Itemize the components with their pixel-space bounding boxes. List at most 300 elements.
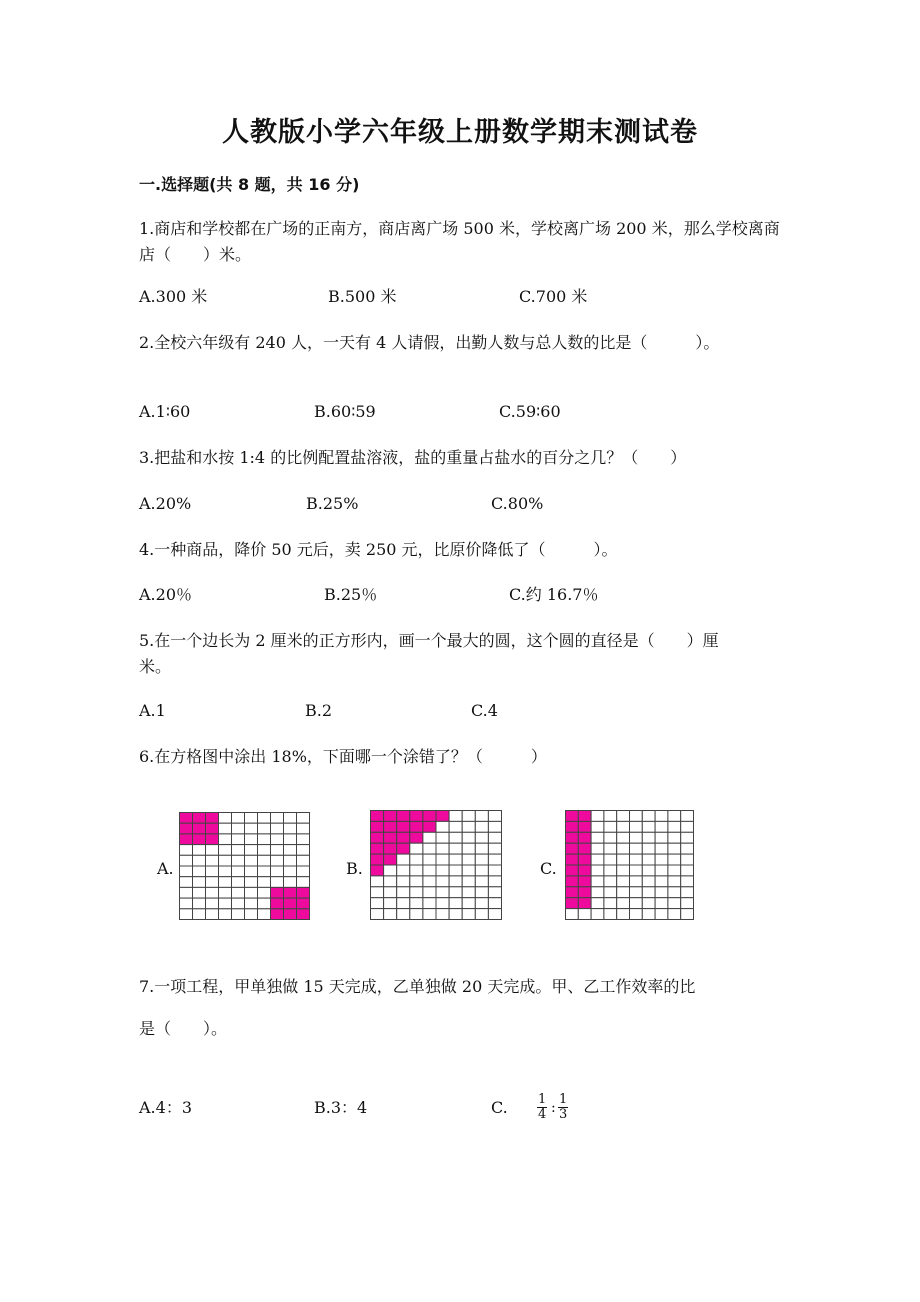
shaded-cell	[206, 834, 219, 845]
grid-cell	[423, 887, 436, 898]
q7-option-a: A.4：3	[139, 1098, 193, 1117]
grid-cell	[258, 855, 271, 866]
shaded-cell	[180, 823, 193, 834]
grid-cell	[617, 843, 630, 854]
grid-cell	[449, 865, 462, 876]
grid-cell	[423, 876, 436, 887]
grid-cell	[232, 813, 245, 824]
grid-cell	[258, 887, 271, 898]
grid-cell	[449, 811, 462, 822]
grid-cell	[604, 887, 617, 898]
grid-cell	[604, 876, 617, 887]
q4-option-c: C.约 16.7％	[509, 585, 599, 604]
shaded-cell	[371, 821, 384, 832]
grid-cell	[604, 832, 617, 843]
grid-cell	[668, 876, 681, 887]
grid-cell	[655, 854, 668, 865]
grid-cell	[436, 876, 449, 887]
shaded-cell	[180, 834, 193, 845]
grid-cell	[655, 898, 668, 909]
question-2: 2.全校六年级有 240 人，一天有 4 人请假，出勤人数与总人数的比是（ ）。	[139, 333, 720, 352]
question-7-line-2: 是（ ）。	[139, 1019, 228, 1038]
grid-cell	[232, 887, 245, 898]
shaded-cell	[384, 811, 397, 822]
grid-cell	[397, 898, 410, 909]
grid-cell	[642, 876, 655, 887]
grid-cell	[423, 909, 436, 920]
grid-cell	[462, 876, 475, 887]
grid-cell	[436, 854, 449, 865]
q7-option-c: C.	[491, 1098, 508, 1117]
grid-cell	[462, 843, 475, 854]
grid-cell	[591, 821, 604, 832]
grid-cell	[449, 876, 462, 887]
grid-cell	[245, 845, 258, 856]
grid-cell	[436, 898, 449, 909]
shaded-cell	[397, 811, 410, 822]
grid-cell	[371, 898, 384, 909]
grid-cell	[245, 877, 258, 888]
grid-cell	[410, 898, 423, 909]
q2-option-a: A.1∶60	[139, 402, 191, 421]
grid-cell	[206, 898, 219, 909]
grid-cell	[397, 876, 410, 887]
grid-cell	[245, 866, 258, 877]
grid-cell	[219, 813, 232, 824]
grid-cell	[642, 909, 655, 920]
grid-cell	[668, 821, 681, 832]
grid-cell	[475, 821, 488, 832]
grid-cell	[604, 843, 617, 854]
grid-cell	[591, 909, 604, 920]
grid-cell	[384, 887, 397, 898]
grid-cell	[449, 854, 462, 865]
grid-cell	[449, 821, 462, 832]
shaded-cell	[297, 887, 310, 898]
grid-cell	[655, 876, 668, 887]
shaded-cell	[371, 811, 384, 822]
grid-cell	[245, 898, 258, 909]
grid-cell	[462, 854, 475, 865]
grid-cell	[462, 865, 475, 876]
grid-cell	[604, 909, 617, 920]
grid-cell	[488, 909, 501, 920]
q1-option-b: B.500 米	[328, 287, 397, 306]
grid-cell	[423, 854, 436, 865]
exam-title: 人教版小学六年级上册数学期末测试卷	[222, 117, 698, 148]
shaded-cell	[410, 832, 423, 843]
q7-fraction-1-denominator: 4	[538, 1107, 547, 1122]
shaded-cell	[578, 811, 591, 822]
grid-cell	[384, 865, 397, 876]
grid-cell	[668, 854, 681, 865]
grid-cell	[397, 887, 410, 898]
grid-cell	[206, 877, 219, 888]
grid-cell	[475, 865, 488, 876]
grid-label-b: B.	[346, 859, 363, 878]
grid-cell	[258, 845, 271, 856]
grid-cell	[668, 865, 681, 876]
grid-cell	[617, 854, 630, 865]
grid-cell	[397, 854, 410, 865]
grid-cell	[423, 898, 436, 909]
grid-cell	[449, 909, 462, 920]
grid-cell	[271, 845, 284, 856]
grid-cell	[488, 876, 501, 887]
grid-cell	[206, 909, 219, 920]
grid-cell	[591, 854, 604, 865]
grid-cell	[462, 811, 475, 822]
shaded-cell	[410, 811, 423, 822]
shaded-cell	[566, 887, 579, 898]
grid-cell	[488, 865, 501, 876]
grid-cell	[284, 866, 297, 877]
grid-cell	[410, 909, 423, 920]
grid-cell	[681, 898, 694, 909]
grid-cell	[384, 909, 397, 920]
grid-cell	[591, 843, 604, 854]
shaded-cell	[578, 865, 591, 876]
grid-cell	[462, 898, 475, 909]
shaded-cell	[566, 898, 579, 909]
grid-cell	[488, 843, 501, 854]
grid-cell	[681, 843, 694, 854]
grid-cell	[397, 909, 410, 920]
shaded-cell	[193, 813, 206, 824]
grid-cell	[258, 909, 271, 920]
grid-cell	[566, 909, 579, 920]
grid-cell	[475, 909, 488, 920]
shaded-cell	[566, 811, 579, 822]
grid-cell	[193, 855, 206, 866]
q4-option-b: B.25％	[324, 585, 378, 604]
grid-label-c: C.	[540, 859, 557, 878]
grid-cell	[297, 845, 310, 856]
shaded-cell	[180, 813, 193, 824]
grid-cell	[642, 832, 655, 843]
q7-fraction-2	[558, 1093, 568, 1122]
shaded-cell	[578, 843, 591, 854]
shaded-cell	[297, 909, 310, 920]
grid-cell	[410, 865, 423, 876]
grid-cell	[630, 898, 643, 909]
shaded-cell	[384, 832, 397, 843]
q3-option-a: A.20%	[139, 494, 192, 513]
q5-option-a: A.1	[139, 701, 166, 720]
grid-cell	[475, 832, 488, 843]
grid-cell	[219, 823, 232, 834]
grid-cell	[258, 813, 271, 824]
grid-cell	[193, 877, 206, 888]
grid-cell	[245, 855, 258, 866]
grid-cell	[681, 909, 694, 920]
q3-option-b: B.25%	[306, 494, 359, 513]
grid-cell	[245, 813, 258, 824]
shaded-cell	[371, 832, 384, 843]
grid-cell	[488, 832, 501, 843]
grid-cell	[180, 866, 193, 877]
grid-cell	[193, 887, 206, 898]
grid-cell	[284, 877, 297, 888]
grid-cell	[630, 843, 643, 854]
grid-cell	[436, 832, 449, 843]
grid-cell	[655, 865, 668, 876]
grid-cell	[617, 821, 630, 832]
grid-cell	[617, 887, 630, 898]
grid-cell	[397, 865, 410, 876]
grid-cell	[245, 887, 258, 898]
grid-cell	[630, 876, 643, 887]
grid-cell	[462, 832, 475, 843]
grid-cell	[655, 909, 668, 920]
grid-cell	[681, 876, 694, 887]
grid-cell	[578, 909, 591, 920]
grid-cell	[219, 887, 232, 898]
shaded-cell	[384, 854, 397, 865]
grid-cell	[449, 887, 462, 898]
grid-cell	[668, 898, 681, 909]
shaded-cell	[271, 887, 284, 898]
grid-cell	[604, 821, 617, 832]
grid-cell	[206, 855, 219, 866]
grid-cell	[475, 843, 488, 854]
grid-cell	[436, 865, 449, 876]
shaded-cell	[397, 832, 410, 843]
grid-cell	[681, 887, 694, 898]
grid-cell	[642, 898, 655, 909]
grid-cell	[449, 843, 462, 854]
shaded-cell	[578, 821, 591, 832]
grid-cell	[232, 877, 245, 888]
grid-cell	[617, 865, 630, 876]
grid-cell	[449, 832, 462, 843]
grid-cell	[475, 876, 488, 887]
shaded-cell	[371, 843, 384, 854]
question-6: 6.在方格图中涂出 18%，下面哪一个涂错了？（ ）	[139, 747, 547, 766]
grid-cell	[617, 832, 630, 843]
question-5: 5.在一个边长为 2 厘米的正方形内，画一个最大的圆，这个圆的直径是（ ）厘米。	[139, 631, 719, 676]
grid-cell	[284, 834, 297, 845]
grid-cell	[668, 843, 681, 854]
grid-cell	[630, 865, 643, 876]
grid-cell	[462, 909, 475, 920]
shaded-cell	[193, 834, 206, 845]
grid-cell	[180, 855, 193, 866]
grid-cell	[410, 843, 423, 854]
grid-cell	[681, 854, 694, 865]
grid-cell	[180, 845, 193, 856]
shaded-cell	[384, 821, 397, 832]
grid-label-a: A.	[157, 859, 174, 878]
grid-cell	[681, 811, 694, 822]
grid-cell	[655, 887, 668, 898]
shaded-cell	[206, 823, 219, 834]
grid-cell	[219, 866, 232, 877]
grid-cell	[488, 811, 501, 822]
grid-cell	[232, 898, 245, 909]
grid-cell	[180, 887, 193, 898]
grid-cell	[591, 865, 604, 876]
q4-option-a: A.20％	[139, 585, 193, 604]
grid-cell	[232, 909, 245, 920]
shaded-cell	[384, 843, 397, 854]
shaded-cell	[371, 865, 384, 876]
shaded-cell	[397, 843, 410, 854]
grid-cell	[475, 887, 488, 898]
shaded-cell	[566, 832, 579, 843]
grid-cell	[219, 834, 232, 845]
grid-cell	[668, 811, 681, 822]
grid-cell	[436, 821, 449, 832]
grid-cell	[604, 898, 617, 909]
grid-cell	[297, 813, 310, 824]
grid-cell	[245, 834, 258, 845]
grid-cell	[410, 876, 423, 887]
grid-cell	[617, 876, 630, 887]
grid-cell	[591, 832, 604, 843]
shaded-cell	[284, 898, 297, 909]
grid-cell	[219, 845, 232, 856]
grid-cell	[617, 909, 630, 920]
grid-cell	[642, 854, 655, 865]
grid-cell	[297, 823, 310, 834]
grid-cell	[449, 898, 462, 909]
grid-cell	[371, 909, 384, 920]
q1-option-c: C.700 米	[519, 287, 588, 306]
grid-cell	[630, 909, 643, 920]
q7-fraction-2-denominator: 3	[559, 1107, 568, 1122]
grid-cell	[423, 865, 436, 876]
grid-cell	[206, 845, 219, 856]
shaded-cell	[271, 898, 284, 909]
grid-cell	[180, 877, 193, 888]
grid-cell	[297, 855, 310, 866]
grid-cell	[436, 887, 449, 898]
grid-cell	[232, 845, 245, 856]
grid-cell	[371, 876, 384, 887]
grid-cell	[591, 898, 604, 909]
grid-cell	[271, 855, 284, 866]
grid-cell	[642, 865, 655, 876]
grid-cell	[384, 898, 397, 909]
shaded-cell	[271, 909, 284, 920]
grid-cell	[384, 876, 397, 887]
grid-cell	[232, 823, 245, 834]
shaded-cell	[410, 821, 423, 832]
grid-cell	[436, 909, 449, 920]
grid-cell	[232, 834, 245, 845]
grid-cell	[193, 909, 206, 920]
shaded-cell	[566, 821, 579, 832]
grid-cell	[604, 865, 617, 876]
grid-cell	[630, 854, 643, 865]
shaded-cell	[566, 854, 579, 865]
grid-cell	[488, 887, 501, 898]
grid-cell	[258, 823, 271, 834]
grid-cell	[630, 887, 643, 898]
question-1: 1.商店和学校都在广场的正南方，商店离广场 500 米，学校离广场 200 米，那么学校离商店（ ）米。	[139, 219, 780, 264]
grid-cell	[617, 898, 630, 909]
grid-b	[370, 810, 502, 920]
grid-cell	[604, 811, 617, 822]
q2-option-b: B.60∶59	[314, 402, 376, 421]
grid-cell	[219, 877, 232, 888]
question-3: 3.把盐和水按 1:4 的比例配置盐溶液，盐的重量占盐水的百分之几？（ ）	[139, 448, 687, 467]
grid-cell	[604, 854, 617, 865]
grid-cell	[193, 845, 206, 856]
grid-cell	[488, 898, 501, 909]
grid-cell	[206, 866, 219, 877]
grid-cell	[462, 887, 475, 898]
shaded-cell	[578, 854, 591, 865]
section-heading: 一.选择题(共 8 题，共 16 分)	[139, 175, 360, 194]
grid-cell	[642, 843, 655, 854]
grid-cell	[271, 834, 284, 845]
grid-cell	[630, 821, 643, 832]
grid-cell	[245, 909, 258, 920]
grid-cell	[297, 877, 310, 888]
shaded-cell	[284, 887, 297, 898]
shaded-cell	[193, 823, 206, 834]
grid-cell	[591, 876, 604, 887]
grid-cell	[271, 877, 284, 888]
grid-cell	[271, 866, 284, 877]
grid-cell	[475, 854, 488, 865]
grid-cell	[232, 866, 245, 877]
grid-cell	[681, 832, 694, 843]
shaded-cell	[578, 832, 591, 843]
q5-option-c: C.4	[471, 701, 498, 720]
grid-cell	[668, 909, 681, 920]
grid-cell	[591, 887, 604, 898]
grid-cell	[371, 887, 384, 898]
grid-cell	[245, 823, 258, 834]
grid-cell	[258, 898, 271, 909]
grid-cell	[284, 845, 297, 856]
q7-fraction-1	[537, 1093, 547, 1122]
grid-cell	[591, 811, 604, 822]
grid-cell	[258, 877, 271, 888]
grid-cell	[423, 843, 436, 854]
grid-cell	[668, 887, 681, 898]
grid-c	[565, 810, 694, 920]
grid-cell	[642, 821, 655, 832]
grid-cell	[284, 813, 297, 824]
q1-option-a: A.300 米	[139, 287, 208, 306]
grid-cell	[475, 898, 488, 909]
grid-cell	[436, 843, 449, 854]
grid-cell	[271, 813, 284, 824]
grid-cell	[630, 832, 643, 843]
grid-cell	[284, 855, 297, 866]
grid-cell	[630, 811, 643, 822]
shaded-cell	[436, 811, 449, 822]
grid-cell	[655, 811, 668, 822]
grid-cell	[681, 821, 694, 832]
q7-fraction-2-numerator: 1	[559, 1092, 568, 1107]
grid-cell	[488, 854, 501, 865]
grid-cell	[655, 832, 668, 843]
grid-cell	[219, 898, 232, 909]
grid-cell	[410, 854, 423, 865]
q7-fraction-1-numerator: 1	[538, 1092, 547, 1107]
shaded-cell	[566, 876, 579, 887]
question-7-line-1: 7.一项工程，甲单独做 15 天完成，乙单独做 20 天完成。甲、乙工作效率的比	[139, 977, 696, 996]
grid-cell	[193, 866, 206, 877]
grid-cell	[271, 823, 284, 834]
grid-cell	[232, 855, 245, 866]
grid-cell	[297, 866, 310, 877]
